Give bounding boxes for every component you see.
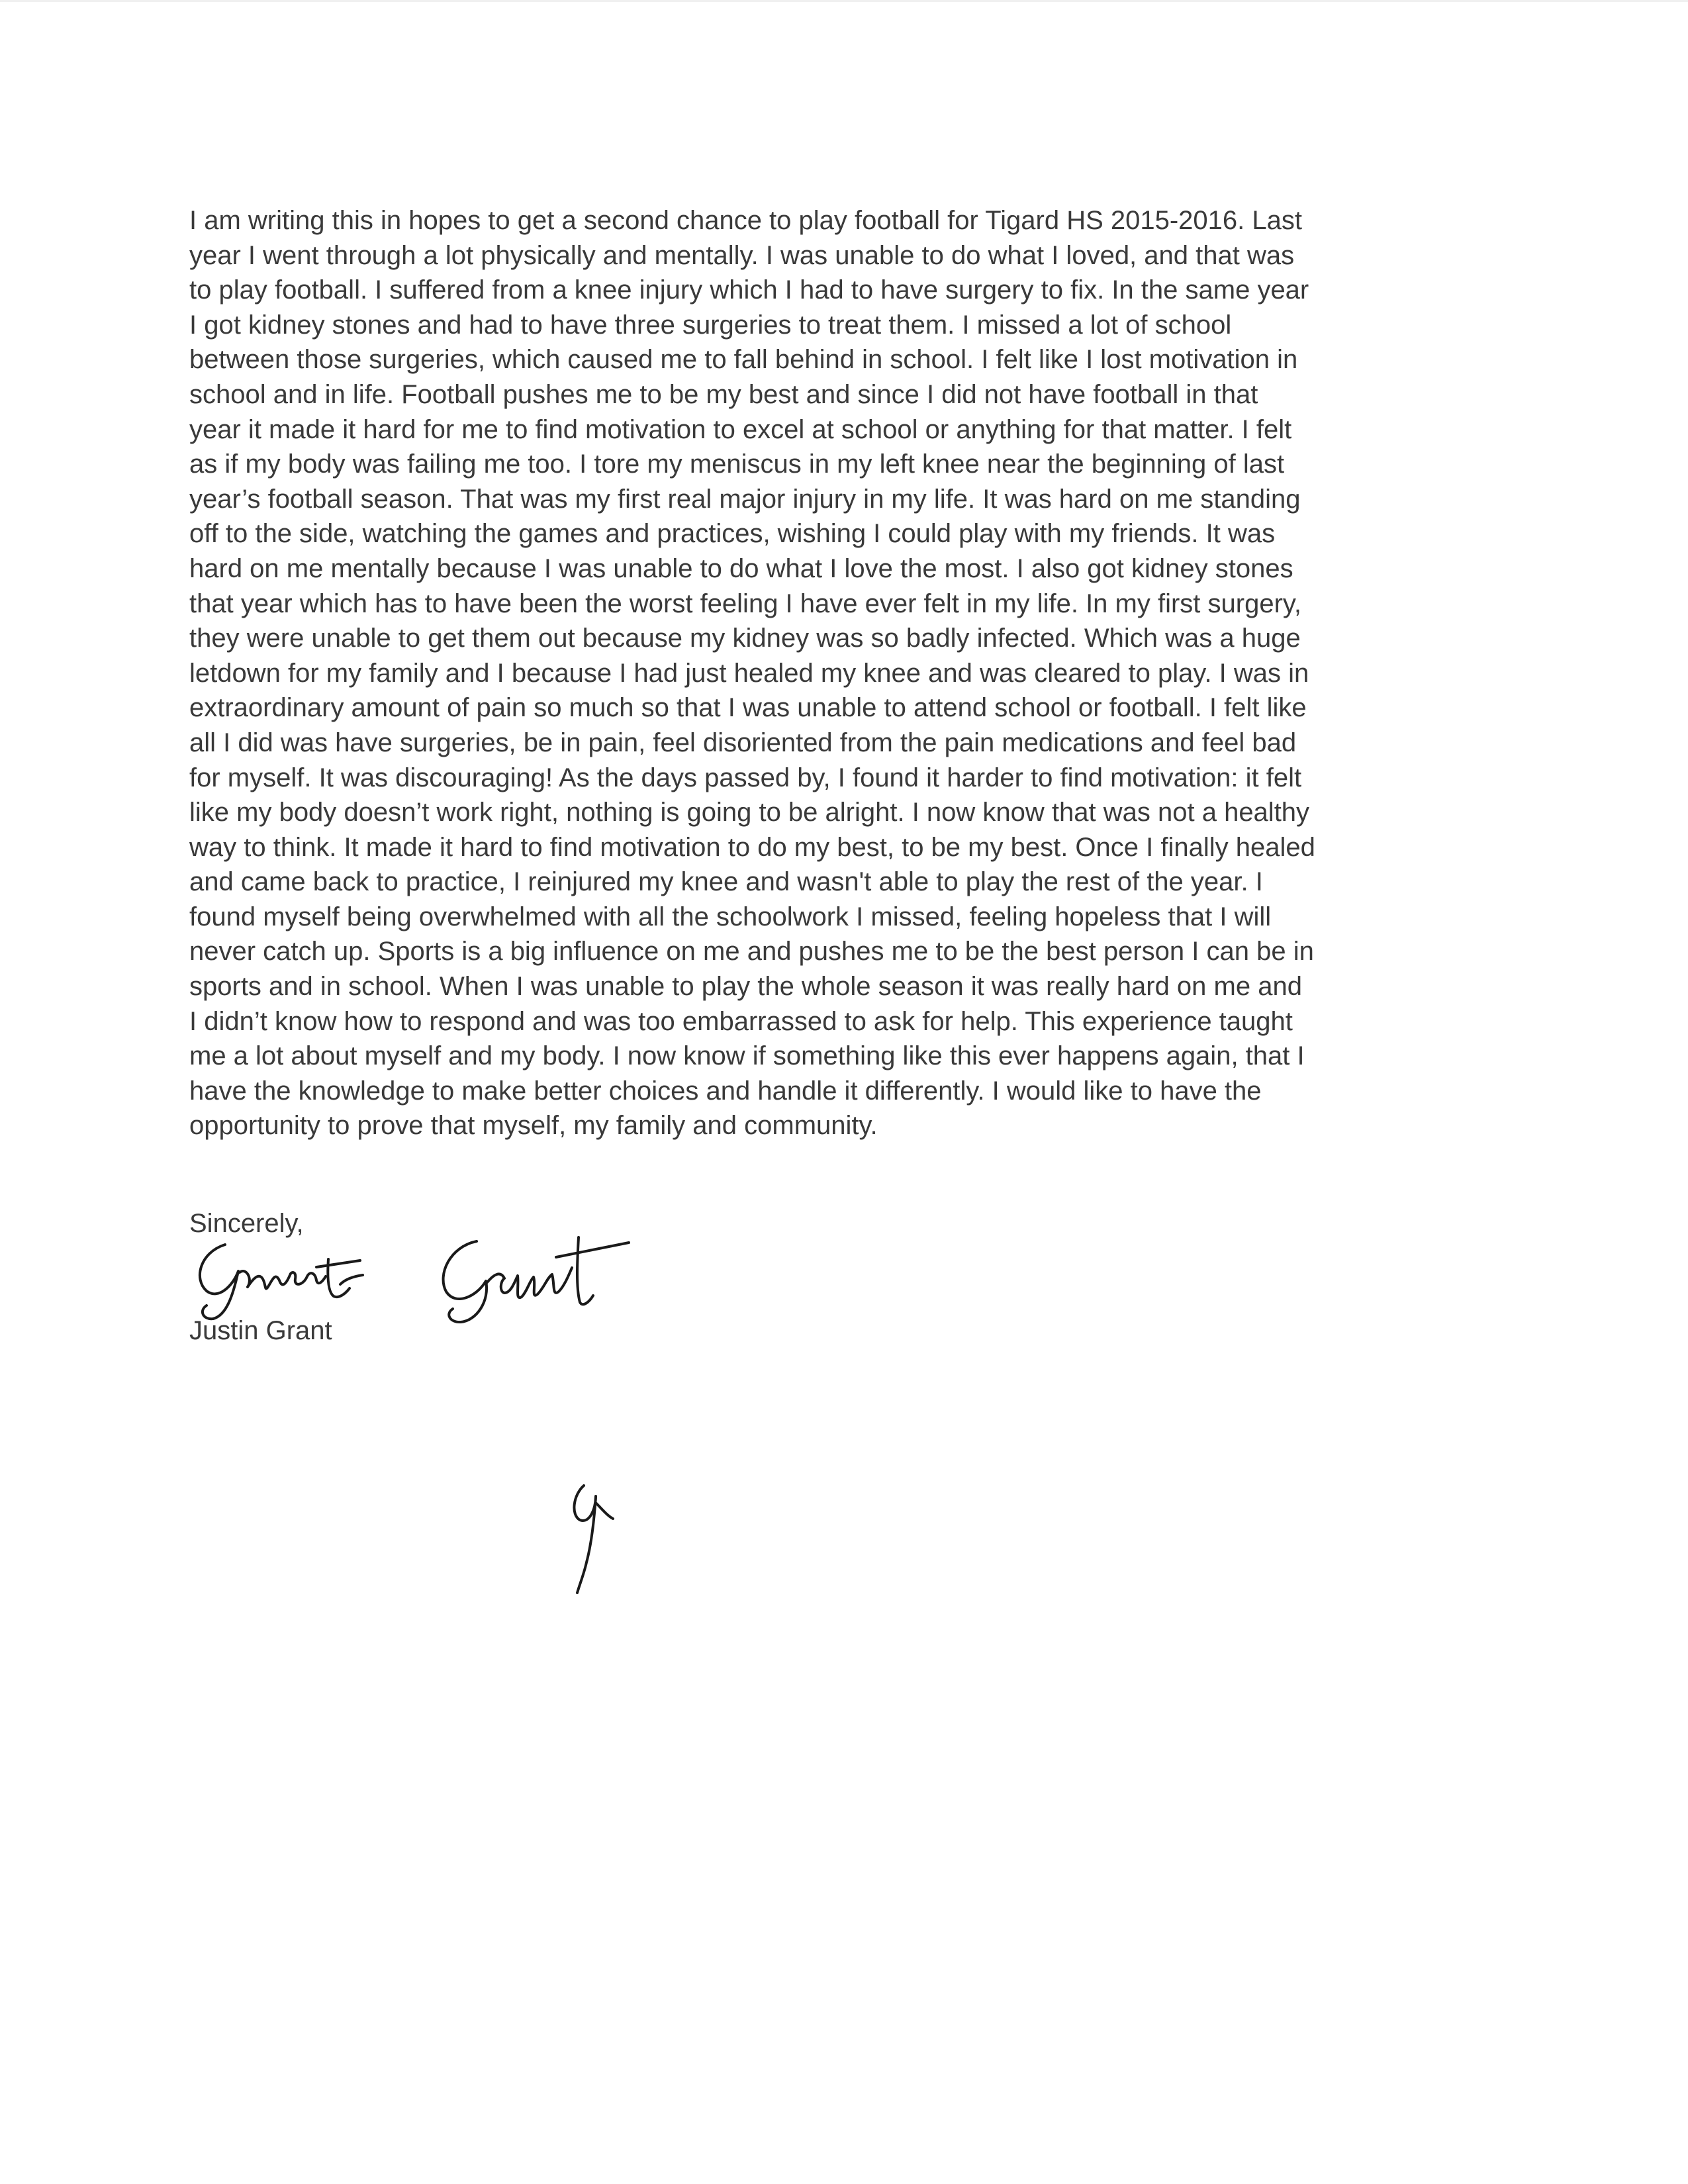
- letter-line: and came back to practice, I reinjured my knee and wasn't able to play the rest of the year. I: [189, 867, 1263, 897]
- letter-line: hard on me mentally because I was unable to do what I love the most. I also got kidney stones: [189, 553, 1293, 583]
- letter-line: me a lot about myself and my body. I now know if something like this ever happens again, that I: [189, 1041, 1305, 1071]
- letter-line: never catch up. Sports is a big influence on me and pushes me to be the best person I can be in: [189, 937, 1314, 967]
- letter-line: I am writing this in hopes to get a second chance to play football for Tigard HS 2015-2016. Last: [189, 206, 1302, 235]
- letter-line: all I did was have surgeries, be in pain, feel disoriented from the pain medications and feel bad: [189, 728, 1297, 757]
- letter-line: extraordinary amount of pain so much so that I was unable to attend school or football. I felt like: [189, 693, 1307, 723]
- scan-edge: [0, 0, 1688, 2]
- letter-line: letdown for my family and I because I had just healed my knee and was cleared to play. I was in: [189, 658, 1309, 688]
- letter-line: like my body doesn’t work right, nothing is going to be alright. I now know that was not a healthy: [189, 798, 1310, 828]
- letter-line: year it made it hard for me to find motivation to excel at school or anything for that matter. I felt: [189, 414, 1292, 444]
- initial-mark: [553, 1476, 626, 1602]
- letter-line: they were unable to get them out because my kidney was so badly infected. Which was a huge: [189, 624, 1301, 653]
- signer-name: Justin Grant: [189, 1316, 332, 1345]
- letter-body: [189, 203, 1487, 1143]
- letter-line: I didn’t know how to respond and was too embarrassed to ask for help. This experience taught: [189, 1006, 1293, 1036]
- letter-line: to play football. I suffered from a knee injury which I had to have surgery to fix. In the same year: [189, 275, 1309, 305]
- letter-line: have the knowledge to make better choices and handle it differently. I would like to have the: [189, 1076, 1262, 1106]
- letter-line: opportunity to prove that myself, my family and community.: [189, 1111, 878, 1141]
- signature-justin: [187, 1233, 392, 1325]
- letter-line: way to think. It made it hard to find motivation to do my best, to be my best. Once I finally healed: [189, 832, 1315, 862]
- letter-line: found myself being overwhelmed with all the schoolwork I missed, feeling hopeless that I will: [189, 902, 1272, 931]
- signature-grant: [430, 1228, 649, 1334]
- letter-line: between those surgeries, which caused me to fall behind in school. I felt like I lost motivation in: [189, 345, 1298, 375]
- letter-line: that year which has to have been the worst feeling I have ever felt in my life. In my first surgery,: [189, 589, 1302, 618]
- letter-line: year’s football season. That was my first real major injury in my life. It was hard on me standing: [189, 484, 1301, 514]
- closing-salutation: Sincerely,: [189, 1209, 304, 1238]
- letter-line: school and in life. Football pushes me to be my best and since I did not have football in that: [189, 379, 1258, 409]
- letter-line: as if my body was failing me too. I tore my meniscus in my left knee near the beginning of last: [189, 450, 1285, 479]
- letter-line: year I went through a lot physically and mentally. I was unable to do what I loved, and that was: [189, 240, 1295, 270]
- letter-line: I got kidney stones and had to have three surgeries to treat them. I missed a lot of school: [189, 310, 1232, 340]
- letter-line: for myself. It was discouraging! As the days passed by, I found it harder to find motivation: it felt: [189, 763, 1302, 792]
- letter-line: off to the side, watching the games and practices, wishing I could play with my friends. It was: [189, 519, 1276, 549]
- letter-line: sports and in school. When I was unable to play the whole season it was really hard on me and: [189, 972, 1302, 1002]
